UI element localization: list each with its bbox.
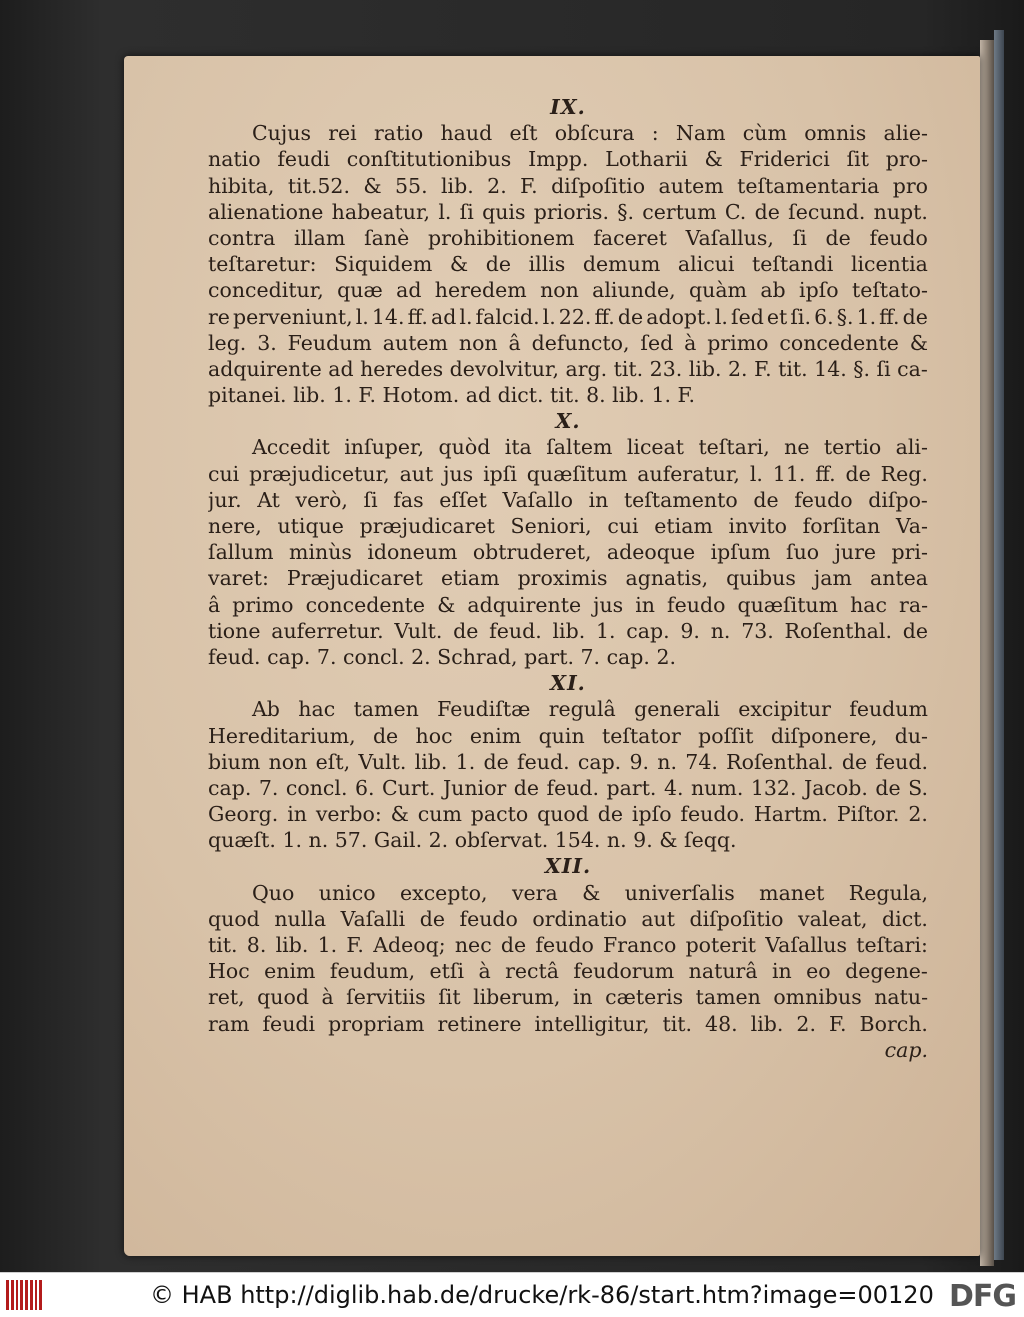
- text-line: bium non eſt, Vult. lib. 1. de feud. cap. 9. n. 74. Roſenthal. de feud.: [208, 749, 928, 774]
- text-line: nere, utique præjudicaret Seniori, cui etiam invito forſitan Va-: [208, 514, 928, 538]
- text-line: quæſt. 1. n. 57. Gail. 2. obſervat. 154. n. 9. & ſeqq.: [208, 828, 737, 853]
- book-cover-edge: [994, 30, 1004, 1260]
- section-heading: X.: [555, 409, 581, 434]
- text-line: feud. cap. 7. concl. 2. Schrad, part. 7. cap. 2.: [208, 644, 676, 669]
- text-line: Cujus rei ratio haud eſt obſcura : Nam cùm omnis alie-: [252, 121, 928, 146]
- text-line: contra illam ſanè prohibitionem faceret Vaſallus, ſi de feudo: [208, 225, 928, 250]
- text-line: Ab hac tamen Feudiſtæ regulâ generali excipitur feudum: [252, 697, 928, 722]
- text-line: teſtaretur: Siquidem & de illis demum alicui teſtandi licentia: [208, 252, 928, 277]
- text-line: tit. 8. lib. 1. F. Adeoq; nec de feudo Franco poterit Vaſallus teſtari:: [208, 933, 928, 957]
- text-line: conceditur, quæ ad heredem non aliunde, quàm ab ipſo teſtato-: [208, 278, 928, 303]
- text-line: Hoc enim feudum, etſi à rectâ feudorum naturâ in eo degene-: [208, 959, 928, 984]
- section-heading: XII.: [544, 854, 592, 879]
- text-line: Hereditarium, de hoc enim quin teſtator poſſit diſponere, du-: [208, 723, 928, 748]
- text-line: natio feudi conſtitutionibus Impp. Lotharii & Friderici ſit pro-: [208, 147, 928, 172]
- text-line: â primo concedente & adquirente jus in feudo quæſitum hac ra-: [208, 592, 928, 617]
- text-line: ram feudi propriam retinere intelligitur, tit. 48. lib. 2. F. Borch.: [208, 1011, 928, 1036]
- text-line: Accedit inſuper, quòd ita ſaltem liceat teſtari, ne tertio ali-: [252, 435, 928, 460]
- page-edge: [980, 40, 994, 1266]
- text-line: ſallum minùs idoneum obtruderet, adeoque ipſum ſuo jure pri-: [208, 540, 928, 565]
- footer-bar: [0, 1272, 1024, 1317]
- page-text: [208, 94, 928, 1063]
- text-line: pitanei. lib. 1. F. Hotom. ad dict. tit. 8. lib. 1. F.: [208, 383, 696, 408]
- section-heading: XI.: [550, 671, 586, 696]
- text-line: leg. 3. Feudum autem non â defuncto, ſed à primo concedente &: [208, 330, 928, 355]
- text-line: Quo unico excepto, vera & univerſalis manet Regula,: [252, 880, 928, 905]
- text-line: ret, quod à ſervitiis ſit liberum, in cæteris tamen omnibus natu-: [208, 985, 928, 1010]
- text-line: Georg. in verbo: & cum pacto quod de ipſo feudo. Hartm. Piſtor. 2.: [208, 802, 928, 827]
- text-line: adquirente ad heredes devolvitur, arg. tit. 23. lib. 2. F. tit. 14. §. ſi ca-: [208, 356, 928, 381]
- catchword: cap.: [884, 1037, 928, 1062]
- text-line: cui præjudicetur, aut jus ipſi quæſitum auferatur, l. 11. ff. de Reg.: [208, 461, 928, 486]
- copyright-link[interactable]: © HAB http://diglib.hab.de/drucke/rk-86/start.htm?image=00120: [150, 1281, 934, 1309]
- text-line: tione auferretur. Vult. de feud. lib. 1. cap. 9. n. 73. Roſenthal. de: [208, 618, 928, 643]
- text-line: quod nulla Vaſalli de feudo ordinatio aut diſpoſitio valeat, dict.: [208, 906, 928, 931]
- section-heading: IX.: [550, 95, 586, 119]
- hab-barcode-logo-icon: [6, 1280, 42, 1310]
- text-line: alienatione habeatur, l. ſi quis prioris. §. certum C. de ſecund. nupt.: [208, 199, 928, 224]
- text-line: varet: Præjudicaret etiam proximis agnatis, quibus jam antea: [208, 566, 928, 591]
- text-line: jur. At verò, ſi fas eſſet Vaſallo in teſtamento de feudo diſpo-: [208, 487, 928, 512]
- text-line: hibita, tit.52. & 55. lib. 2. F. diſpoſitio autem teſtamentaria pro: [208, 173, 928, 198]
- text-line: re perveniunt, l. 14. ff. ad l. falcid. l. 22. ff. de adopt. l. ſed et ſi. 6. §. 1. ff. de: [208, 304, 928, 329]
- text-line: cap. 7. concl. 6. Curt. Junior de feud. part. 4. num. 132. Jacob. de S.: [208, 775, 928, 800]
- dfg-logo: DFG: [948, 1279, 1016, 1314]
